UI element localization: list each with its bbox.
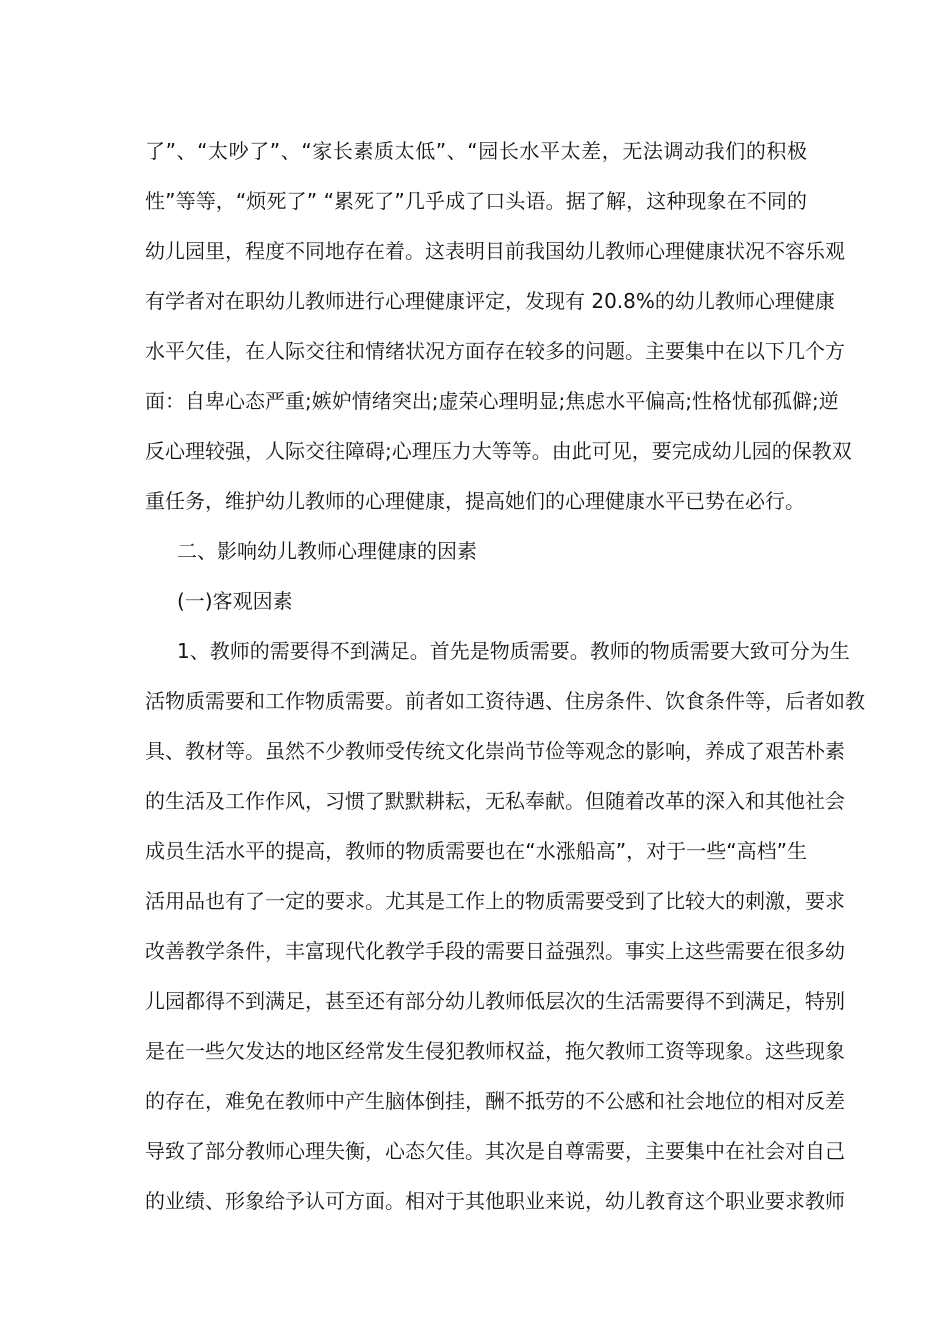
paragraph-line: 性”等等，“烦死了” “累死了”几乎成了口头语。据了解，这种现象在不同的 <box>145 189 807 213</box>
paragraph-line: 有学者对在职幼儿教师进行心理健康评定，发现有 20.8%的幼儿教师心理健康 <box>145 289 835 313</box>
paragraph-line: 反心理较强，人际交往障碍;心理压力大等等。由此可见，要完成幼儿园的保教双 <box>145 439 852 463</box>
paragraph-line: 的生活及工作作风，习惯了默默耕耘，无私奉献。但随着改革的深入和其他社会 <box>145 789 845 813</box>
paragraph-line: 活物质需要和工作物质需要。前者如工资待遇、住房条件、饮食条件等，后者如教 <box>145 689 865 713</box>
paragraph-line: 是在一些欠发达的地区经常发生侵犯教师权益，拖欠教师工资等现象。这些现象 <box>145 1039 845 1063</box>
paragraph-line: 面：自卑心态严重;嫉妒情绪突出;虚荣心理明显;焦虑水平偏高;性格忧郁孤僻;逆 <box>145 389 839 413</box>
paragraph-line: 具、教材等。虽然不少教师受传统文化崇尚节俭等观念的影响，养成了艰苦朴素 <box>145 739 845 763</box>
paragraph-line: 的存在，难免在教师中产生脑体倒挂，酬不抵劳的不公感和社会地位的相对反差 <box>145 1089 845 1113</box>
paragraph-line: 成员生活水平的提高，教师的物质需要也在“水涨船高”，对于一些“高档”生 <box>145 839 807 863</box>
subsection-heading: (一)客观因素 <box>177 589 293 613</box>
paragraph-line: 水平欠佳，在人际交往和情绪状况方面存在较多的问题。主要集中在以下几个方 <box>145 339 845 363</box>
paragraph-line: 改善教学条件，丰富现代化教学手段的需要日益强烈。事实上这些需要在很多幼 <box>145 939 845 963</box>
paragraph-line: 导致了部分教师心理失衡，心态欠佳。其次是自尊需要，主要集中在社会对自己 <box>145 1139 845 1163</box>
paragraph-line: 了”、“太吵了”、“家长素质太低”、“园长水平太差，无法调动我们的积极 <box>145 139 807 163</box>
paragraph-line: 重任务，维护幼儿教师的心理健康，提高她们的心理健康水平已势在必行。 <box>145 489 805 513</box>
paragraph-line: 儿园都得不到满足，甚至还有部分幼儿教师低层次的生活需要得不到满足，特别 <box>145 989 845 1013</box>
paragraph-line: 幼儿园里，程度不同地存在着。这表明目前我国幼儿教师心理健康状况不容乐观 <box>145 239 845 263</box>
paragraph-line: 活用品也有了一定的要求。尤其是工作上的物质需要受到了比较大的刺激，要求 <box>145 889 845 913</box>
paragraph-line: 1、教师的需要得不到满足。首先是物质需要。教师的物质需要大致可分为生 <box>177 639 850 663</box>
paragraph-line: 的业绩、形象给予认可方面。相对于其他职业来说，幼儿教育这个职业要求教师 <box>145 1189 845 1213</box>
section-heading: 二、影响幼儿教师心理健康的因素 <box>177 539 477 563</box>
